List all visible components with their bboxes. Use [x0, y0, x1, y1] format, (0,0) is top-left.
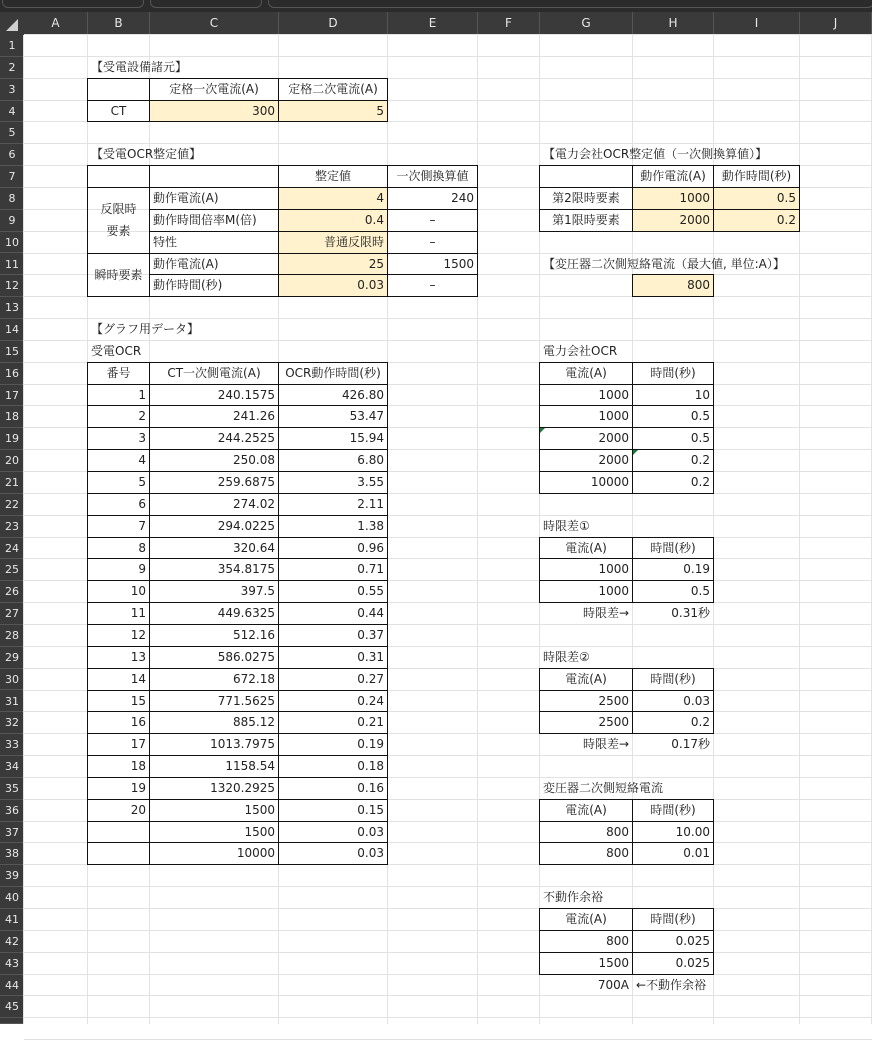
row-header-17[interactable]: 17 [0, 385, 24, 407]
graph-row-time[interactable]: 53.47 [349, 409, 384, 424]
inst-current-primary[interactable]: 1500 [443, 256, 474, 271]
row-header-29[interactable]: 29 [0, 647, 24, 669]
row-header-4[interactable]: 4 [0, 101, 24, 123]
cell-border [149, 362, 150, 866]
time-diff2-row-time[interactable]: 0.2 [690, 715, 710, 730]
short-circuit-row-time[interactable]: 10.00 [675, 824, 710, 839]
time-diff2-title[interactable]: 時限差② [543, 649, 590, 664]
inst-time-primary[interactable]: – [429, 278, 436, 293]
short-circuit-time-header[interactable]: 時間(秒) [650, 802, 696, 817]
ct-primary-header[interactable]: 定格一次電流(A) [169, 81, 259, 96]
cell-border [713, 274, 714, 297]
graph-row-current[interactable]: 274.02 [233, 496, 275, 511]
row-header-36[interactable]: 36 [0, 800, 24, 822]
utility-graph-time-header[interactable]: 時間(秒) [650, 365, 696, 380]
time-diff2-time-header[interactable]: 時間(秒) [650, 671, 696, 686]
inverse-element-label-2[interactable]: 要素 [106, 223, 131, 238]
column-header-b[interactable]: B [88, 12, 150, 35]
column-header-c[interactable]: C [150, 12, 279, 35]
gridline-h [24, 930, 872, 931]
gridline-h [24, 952, 872, 953]
row-header-15[interactable]: 15 [0, 341, 24, 363]
graph-row-time[interactable]: 0.19 [357, 737, 384, 752]
graph-row-time[interactable]: 3.55 [357, 475, 384, 489]
row-header-31[interactable]: 31 [0, 691, 24, 713]
utility-stage2-time[interactable]: 0.5 [776, 190, 796, 205]
gridline-h [24, 34, 872, 35]
instantaneous-element-label[interactable]: 瞬時要素 [94, 267, 143, 282]
transformer-value[interactable]: 800 [687, 278, 710, 293]
margin-row-time[interactable]: 0.025 [675, 933, 710, 948]
row-header-27[interactable]: 27 [0, 603, 24, 625]
inverse-element-label-1[interactable]: 反限時 [100, 201, 137, 216]
select-all-corner[interactable] [0, 12, 24, 35]
margin-row-current[interactable]: 800 [606, 933, 629, 948]
graph-row-no[interactable]: 7 [138, 518, 146, 533]
cell-border [713, 799, 714, 866]
utility-current-header[interactable]: 動作電流(A) [640, 169, 706, 184]
graph-row-time[interactable]: 0.18 [357, 759, 384, 774]
graph-row-time[interactable]: 15.94 [349, 431, 384, 446]
graph-row-time[interactable]: 0.21 [357, 715, 384, 730]
inst-time-label[interactable]: 動作時間(秒) [153, 278, 223, 293]
column-header-e[interactable]: E [388, 12, 478, 35]
graph-row-no[interactable] [91, 843, 146, 865]
time-diff1-row-current[interactable]: 1000 [598, 562, 629, 577]
column-header-h[interactable]: H [633, 12, 714, 35]
cell-border [539, 668, 540, 735]
row-header-10[interactable]: 10 [0, 232, 24, 254]
graph-row-no[interactable]: 4 [138, 453, 146, 468]
short-circuit-title[interactable]: 変圧器二次側短絡電流 [543, 780, 664, 795]
cell-border [713, 668, 714, 735]
cell-border [387, 165, 388, 297]
time-diff2-row-current[interactable]: 2500 [598, 715, 629, 730]
transformer-title[interactable]: 【変圧器二次側短絡電流（最大値, 単位:A）】 [543, 256, 785, 271]
time-diff1-result-value[interactable]: 0.31秒 [671, 606, 710, 621]
formula-bar-input[interactable] [268, 0, 872, 8]
utility-time-header[interactable]: 動作時間(秒) [721, 169, 792, 184]
graph-row-no[interactable]: 16 [130, 715, 146, 730]
graph-row-time[interactable]: 0.71 [357, 562, 384, 577]
ocr-value-header[interactable]: 整定値 [314, 169, 351, 184]
graph-row-no[interactable]: 17 [130, 737, 146, 752]
graph-row-time[interactable]: 1.38 [357, 518, 384, 533]
graph-row-time[interactable]: 0.03 [357, 846, 384, 861]
time-diff1-title[interactable]: 時限差① [543, 518, 590, 533]
graph-row-no[interactable] [91, 822, 146, 844]
graph-current-header[interactable]: CT一次側電流(A) [167, 365, 261, 380]
graph-row-current[interactable]: 250.08 [233, 453, 275, 468]
cell-warning-icon [633, 450, 638, 455]
row-header-18[interactable]: 18 [0, 406, 24, 428]
row-header-43[interactable]: 43 [0, 953, 24, 975]
utility-graph-row-current[interactable]: 2000 [598, 453, 629, 468]
graph-row-no[interactable]: 13 [130, 649, 146, 664]
utility-ocr-title[interactable]: 【電力会社OCR整定値（一次側換算値）】 [543, 147, 768, 162]
graph-row-current[interactable]: 320.64 [233, 540, 275, 555]
op-current-primary[interactable]: 240 [451, 190, 474, 205]
graph-row-time[interactable]: 0.31 [357, 649, 384, 664]
short-circuit-row-current[interactable]: 800 [606, 824, 629, 839]
graph-row-time[interactable]: 0.37 [357, 627, 384, 642]
graph-row-no[interactable]: 3 [138, 431, 146, 446]
cell-border [387, 362, 388, 866]
column-header-f[interactable]: F [478, 12, 540, 35]
utility-stage1-label[interactable]: 第1限時要素 [552, 212, 620, 227]
short-circuit-row-current[interactable]: 800 [606, 846, 629, 861]
cell-border [539, 165, 540, 232]
utility-graph-row-current[interactable]: 1000 [598, 387, 629, 402]
margin-current-header[interactable]: 電流(A) [565, 912, 607, 926]
graph-row-current[interactable]: 1500 [244, 824, 275, 839]
ct-secondary-header[interactable]: 定格二次電流(A) [288, 81, 378, 96]
graph-no-header[interactable]: 番号 [106, 365, 131, 380]
time-mult-value[interactable]: 0.4 [364, 212, 384, 227]
graph-row-current[interactable]: 354.8175 [217, 562, 275, 577]
graph-row-time[interactable]: 0.15 [357, 802, 384, 817]
gridline-v [23, 35, 24, 1024]
row-header-12[interactable]: 12 [0, 275, 24, 297]
graph-row-no[interactable]: 9 [138, 562, 146, 577]
ct-label[interactable]: CT [110, 103, 127, 118]
row-header-25[interactable]: 25 [0, 559, 24, 581]
graph-row-current[interactable]: 244.2525 [217, 431, 275, 446]
graph-row-current[interactable]: 885.12 [233, 715, 275, 730]
row-header-40[interactable]: 40 [0, 887, 24, 909]
margin-note-value[interactable]: 700A [597, 977, 629, 992]
utility-graph-row-time[interactable]: 0.5 [690, 431, 710, 446]
row-header-14[interactable]: 14 [0, 319, 24, 341]
utility-graph-row-time[interactable]: 0.2 [690, 453, 710, 468]
graph-row-current[interactable]: 1158.54 [225, 759, 275, 774]
cell-border [278, 78, 279, 123]
op-current-label[interactable]: 動作電流(A) [153, 190, 219, 205]
graph-row-no[interactable]: 15 [130, 693, 146, 708]
row-header-37[interactable]: 37 [0, 822, 24, 844]
time-diff1-row-current[interactable]: 1000 [598, 584, 629, 599]
graph-row-no[interactable]: 8 [138, 540, 146, 555]
row-header-30[interactable]: 30 [0, 669, 24, 691]
graph-row-current[interactable]: 240.1575 [217, 387, 275, 402]
cell-border [632, 165, 633, 232]
cell-border [632, 537, 633, 604]
gridline-h [24, 1017, 872, 1018]
column-header-d[interactable]: D [279, 12, 388, 35]
cell-border [632, 668, 633, 735]
row-header-13[interactable]: 13 [0, 297, 24, 319]
formula-bar-left[interactable] [2, 0, 144, 8]
row-header-38[interactable]: 38 [0, 843, 24, 865]
row-header-32[interactable]: 32 [0, 712, 24, 734]
cell-border [87, 78, 88, 123]
row-header-42[interactable]: 42 [0, 931, 24, 953]
cell-border [539, 908, 540, 975]
row-header-6[interactable]: 6 [0, 144, 24, 166]
cell-border [87, 165, 88, 297]
row-header-39[interactable]: 39 [0, 865, 24, 887]
graph-row-time[interactable]: 0.55 [357, 584, 384, 599]
column-header-a[interactable]: A [24, 12, 88, 35]
cell-border [713, 908, 714, 975]
short-circuit-row-time[interactable]: 0.01 [683, 846, 710, 861]
cell-border [149, 165, 150, 297]
graph-row-no[interactable]: 2 [138, 409, 146, 424]
graph-row-current[interactable]: 259.6875 [217, 475, 275, 489]
graph-row-no[interactable]: 20 [130, 802, 146, 817]
graph-row-no[interactable]: 1 [138, 387, 146, 402]
cell-border [713, 537, 714, 604]
graph-row-no[interactable]: 18 [130, 759, 146, 774]
utility-graph-row-time[interactable]: 0.5 [690, 409, 710, 424]
utility-graph-row-current[interactable]: 10000 [590, 475, 629, 489]
row-header-35[interactable]: 35 [0, 778, 24, 800]
select-all-icon [6, 19, 18, 31]
graph-row-current[interactable]: 397.5 [240, 584, 275, 599]
utility-stage1-time[interactable]: 0.2 [776, 212, 796, 227]
row-header-34[interactable]: 34 [0, 756, 24, 778]
margin-note-label[interactable]: ←不動作余裕 [636, 977, 707, 992]
inst-current-value[interactable]: 25 [368, 256, 384, 271]
graph-row-time[interactable]: 6.80 [357, 453, 384, 468]
time-diff2-row-time[interactable]: 0.03 [683, 693, 710, 708]
row-header-19[interactable]: 19 [0, 428, 24, 450]
ct-primary-value[interactable]: 300 [252, 103, 275, 118]
utility-stage2-label[interactable]: 第2限時要素 [552, 190, 620, 205]
graph-row-current[interactable]: 512.16 [233, 627, 275, 642]
graph-row-current[interactable]: 1320.2925 [210, 780, 275, 795]
op-current-value[interactable]: 4 [376, 190, 384, 205]
graph-row-time[interactable]: 426.80 [342, 387, 384, 402]
row-header-24[interactable]: 24 [0, 538, 24, 560]
short-circuit-current-header[interactable]: 電流(A) [565, 802, 607, 817]
margin-time-header[interactable]: 時間(秒) [650, 912, 696, 926]
row-header-28[interactable]: 28 [0, 625, 24, 647]
row-header-8[interactable]: 8 [0, 188, 24, 210]
cell-border [539, 799, 540, 866]
ocr-setting-title[interactable]: 【受電OCR整定値】 [91, 147, 202, 162]
graph-row-current[interactable]: 10000 [236, 846, 275, 861]
inst-current-label[interactable]: 動作電流(A) [153, 256, 219, 271]
ct-secondary-value[interactable]: 5 [376, 103, 384, 118]
row-header-16[interactable]: 16 [0, 363, 24, 385]
cell-border [387, 78, 388, 123]
cell-border [632, 799, 633, 866]
time-diff2-result-label[interactable]: 時限差→ [582, 737, 629, 752]
utility-stage1-current[interactable]: 2000 [679, 212, 710, 227]
graph-row-no[interactable]: 12 [130, 627, 146, 642]
row-header-26[interactable]: 26 [0, 581, 24, 603]
utility-graph-row-current[interactable]: 2000 [598, 431, 629, 446]
time-diff1-time-header[interactable]: 時間(秒) [650, 540, 696, 555]
cell-border [278, 165, 279, 297]
cell-border [799, 165, 800, 232]
cell-border [713, 165, 714, 232]
time-mult-primary[interactable]: – [429, 212, 436, 227]
graph-row-time[interactable]: 0.03 [357, 824, 384, 839]
graph-time-header[interactable]: OCR動作時間(秒) [285, 365, 381, 380]
time-diff1-current-header[interactable]: 電流(A) [565, 540, 607, 555]
characteristic-value[interactable]: 普通反限時 [323, 234, 384, 249]
graph-row-no[interactable]: 10 [130, 584, 146, 599]
row-header-45[interactable]: 45 [0, 996, 24, 1018]
time-diff2-result-value[interactable]: 0.17秒 [671, 737, 710, 752]
column-header-j[interactable]: J [800, 12, 872, 35]
graph-row-current[interactable]: 241.26 [233, 409, 275, 424]
graph-row-no[interactable]: 19 [130, 780, 146, 795]
cell-border [149, 78, 150, 123]
row-header-11[interactable]: 11 [0, 254, 24, 276]
utility-stage2-current[interactable]: 1000 [679, 190, 710, 205]
margin-row-current[interactable]: 1500 [598, 955, 629, 970]
graph-row-time[interactable]: 0.24 [357, 693, 384, 708]
utility-graph-row-time[interactable]: 10 [694, 387, 710, 402]
graph-row-current[interactable]: 586.0275 [217, 649, 275, 664]
cell-border [632, 908, 633, 975]
cell-border [632, 274, 633, 297]
utility-graph-title[interactable]: 電力会社OCR [543, 343, 618, 358]
graph-row-time[interactable]: 0.44 [357, 606, 384, 621]
graph-data-subtitle[interactable]: 受電OCR [91, 343, 142, 358]
row-header-2[interactable]: 2 [0, 57, 24, 79]
row-header-41[interactable]: 41 [0, 909, 24, 931]
row-header-33[interactable]: 33 [0, 734, 24, 756]
inst-time-value[interactable]: 0.03 [357, 278, 384, 293]
graph-data-title[interactable]: 【グラフ用データ】 [91, 322, 200, 337]
graph-row-time[interactable]: 0.27 [357, 671, 384, 686]
graph-row-current[interactable]: 294.0225 [217, 518, 275, 533]
graph-row-time[interactable]: 0.16 [357, 780, 384, 795]
graph-row-time[interactable]: 0.96 [357, 540, 384, 555]
graph-row-time[interactable]: 2.11 [357, 496, 384, 511]
cell-warning-icon [540, 428, 545, 433]
row-header-21[interactable]: 21 [0, 472, 24, 494]
cell-border [539, 537, 540, 604]
row-header-9[interactable]: 9 [0, 210, 24, 232]
app-top-bar [0, 0, 872, 12]
cell-border [632, 362, 633, 494]
row-header-20[interactable]: 20 [0, 450, 24, 472]
time-diff2-row-current[interactable]: 2500 [598, 693, 629, 708]
graph-row-no[interactable]: 11 [130, 606, 146, 621]
utility-graph-current-header[interactable]: 電流(A) [565, 365, 607, 380]
row-header-23[interactable]: 23 [0, 516, 24, 538]
margin-row-time[interactable]: 0.025 [675, 955, 710, 970]
characteristic-primary[interactable]: – [429, 234, 436, 249]
graph-row-no[interactable]: 6 [138, 496, 146, 511]
time-diff1-row-time[interactable]: 0.19 [683, 562, 710, 577]
utility-graph-row-time[interactable]: 0.2 [690, 475, 710, 489]
time-mult-label[interactable]: 動作時間倍率M(倍) [153, 212, 257, 227]
row-header-44[interactable]: 44 [0, 975, 24, 997]
graph-row-no[interactable]: 5 [138, 475, 146, 489]
row-header-22[interactable]: 22 [0, 494, 24, 516]
row-header-5[interactable]: 5 [0, 122, 24, 144]
column-header-i[interactable]: I [714, 12, 800, 35]
time-diff1-row-time[interactable]: 0.5 [690, 584, 710, 599]
utility-graph-row-current[interactable]: 1000 [598, 409, 629, 424]
graph-row-current[interactable]: 672.18 [233, 671, 275, 686]
time-diff1-result-label[interactable]: 時限差→ [582, 606, 629, 621]
graph-row-current[interactable]: 1500 [244, 802, 275, 817]
graph-row-current[interactable]: 449.6325 [217, 606, 275, 621]
cell-border [87, 362, 88, 866]
row-header-1[interactable]: 1 [0, 35, 24, 57]
power-receiving-title[interactable]: 【受電設備諸元】 [91, 59, 188, 74]
cell-border [713, 362, 714, 494]
column-header-g[interactable]: G [540, 12, 633, 35]
graph-row-no[interactable]: 14 [130, 671, 146, 686]
margin-title[interactable]: 不動作余裕 [543, 890, 604, 905]
row-header-partial [0, 1018, 24, 1024]
graph-row-current[interactable]: 771.5625 [217, 693, 275, 708]
cell-border [477, 165, 478, 297]
cell-border [278, 362, 279, 866]
characteristic-label[interactable]: 特性 [153, 234, 178, 249]
row-header-7[interactable]: 7 [0, 166, 24, 188]
ocr-primary-header[interactable]: 一次側換算値 [396, 169, 469, 184]
row-header-3[interactable]: 3 [0, 79, 24, 101]
graph-row-current[interactable]: 1013.7975 [210, 737, 275, 752]
time-diff2-current-header[interactable]: 電流(A) [565, 671, 607, 686]
formula-bar-mid[interactable] [150, 0, 262, 8]
